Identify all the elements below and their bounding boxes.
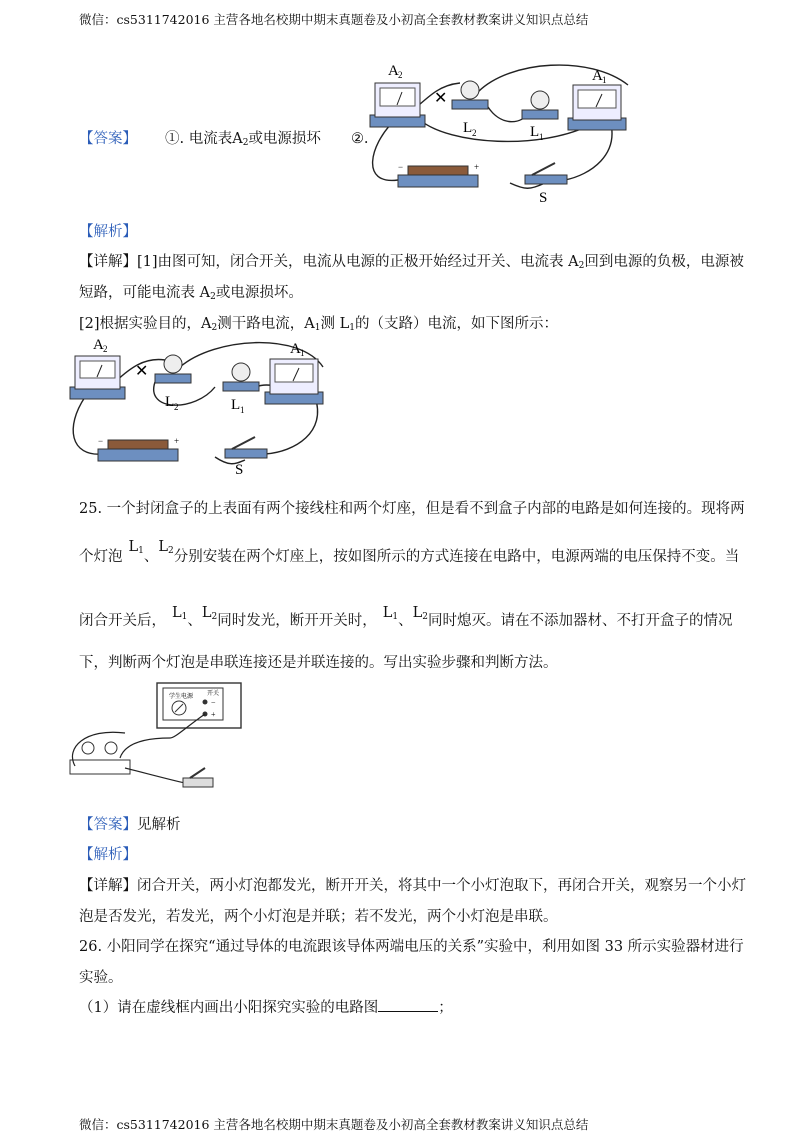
battery-fig2	[98, 436, 179, 461]
q25-answer-line: 【答案】见解析	[79, 817, 181, 833]
q26-line-3: （1）请在虚线框内画出小阳探究实验的电路图 ；	[79, 1000, 453, 1016]
answer-tag: 【答案】	[79, 131, 137, 147]
bulb-l1-fig2	[223, 363, 259, 415]
bulb-l1	[522, 91, 558, 142]
svg-text:L: L	[231, 397, 241, 413]
svg-text:A: A	[93, 337, 104, 353]
q26-line-1: 26. 小阳同学在探究“通过导体的电流跟该导体两端电压的关系”实验中，利用如图 33 所示实验器材进行	[79, 939, 744, 955]
answer-blank[interactable]	[378, 999, 438, 1012]
svg-text:1: 1	[300, 348, 305, 358]
q25-line-3: 闭合开关后， $L_1$、$L_2$同时发光，断开开关时， $L_1$、$L_2$同时熄灭。请在不添加器材、不打开盒子的情况	[79, 605, 733, 629]
svg-text:S: S	[235, 462, 244, 478]
switch-s	[525, 163, 567, 206]
svg-text:1: 1	[539, 132, 544, 142]
q25-analysis-tag: 【解析】	[79, 847, 137, 863]
box-circuit-figure	[65, 678, 255, 798]
page-header: 微信：cs5311742016 主营各地名校期中期末真题卷及小初高全套教材教案讲义知识点总结	[79, 12, 589, 27]
q26-line-2: 实验。	[79, 970, 123, 986]
power-supply	[157, 683, 241, 728]
svg-text:A: A	[592, 68, 603, 84]
switch-s-fig2	[225, 437, 267, 478]
svg-text:+: +	[174, 436, 180, 446]
svg-text:学生电源: 学生电源	[169, 694, 194, 700]
svg-text:2: 2	[103, 344, 108, 354]
svg-text:2: 2	[472, 128, 477, 138]
svg-text:1: 1	[240, 405, 245, 415]
q25-line-2: 个灯泡$L_1$、$L_2$分别安装在两个灯座上，按如图所示的方式连接在电路中，电源两端的电压保持不变。当	[79, 539, 740, 565]
q25-line-1: 25. 一个封闭盒子的上表面有两个接线柱和两个灯座，但是看不到盒子内部的电路是如何连接的。现将两	[79, 501, 745, 517]
svg-text:开关: 开关	[207, 691, 220, 697]
circuit-figure-1	[360, 55, 650, 210]
circuit-figure-2	[65, 332, 345, 482]
q24-detail-line-3: [2]根据实验目的，$A_2$测干路电流，$A_1$测 $L_1$的（支路）电流，如下图所示：	[79, 316, 558, 333]
svg-text:+: +	[211, 710, 216, 719]
switch-box	[183, 768, 213, 787]
q24-answer-line: 【答案】 ①. 电流表$A_2$或电源损坏 ②.	[79, 131, 369, 148]
q24-analysis-tag: 【解析】	[79, 224, 137, 240]
svg-text:2: 2	[398, 70, 403, 80]
q24-detail-line-1: 【详解】[1]由图可知，闭合开关，电流从电源的正极开始经过开关、电流表 $A_2$回到电源的负极，电源被	[79, 254, 744, 271]
ammeter-a2-fig2	[70, 337, 125, 399]
svg-text:L: L	[530, 124, 540, 140]
answer-1-suffix: 或电源损坏	[248, 131, 321, 147]
ammeter-a2	[370, 63, 425, 127]
page-footer: 微信：cs5311742016 主营各地名校期中期末真题卷及小初高全套教材教案讲义知识点总结	[79, 1117, 589, 1132]
q24-detail-line-2: 短路，可能电流表 $A_2$或电源损坏。	[79, 285, 303, 302]
svg-text:L: L	[165, 394, 175, 410]
svg-text:S: S	[539, 190, 548, 206]
q25-line-4: 下，判断两个灯泡是串联连接还是并联连接的。写出实验步骤和判断方法。	[79, 655, 558, 671]
svg-text:−: −	[98, 436, 104, 446]
break-x-mark: ✕	[434, 90, 448, 107]
battery	[398, 162, 479, 187]
break-x-mark-fig2: ✕	[135, 363, 149, 380]
bulb-box	[70, 742, 130, 774]
ammeter-a1-fig2	[265, 341, 323, 404]
svg-text:−: −	[211, 698, 216, 707]
svg-text:−: −	[398, 162, 404, 172]
q25-detail-line-2: 泡是否发光，若发光，两个小灯泡是并联；若不发光，两个小灯泡是串联。	[79, 909, 558, 925]
svg-text:1: 1	[602, 75, 607, 85]
answer-1-prefix: ①. 电流表A	[165, 131, 243, 147]
svg-text:A: A	[388, 63, 399, 79]
svg-text:2: 2	[174, 402, 179, 412]
svg-text:A: A	[290, 341, 301, 357]
svg-text:L: L	[463, 120, 473, 136]
q25-detail-line-1: 【详解】闭合开关，两小灯泡都发光，断开开关，将其中一个小灯泡取下，再闭合开关，观察另一个小灯	[79, 878, 746, 894]
bulb-l2	[452, 81, 488, 138]
svg-text:+: +	[474, 162, 480, 172]
answer-2: ②.	[350, 131, 369, 147]
